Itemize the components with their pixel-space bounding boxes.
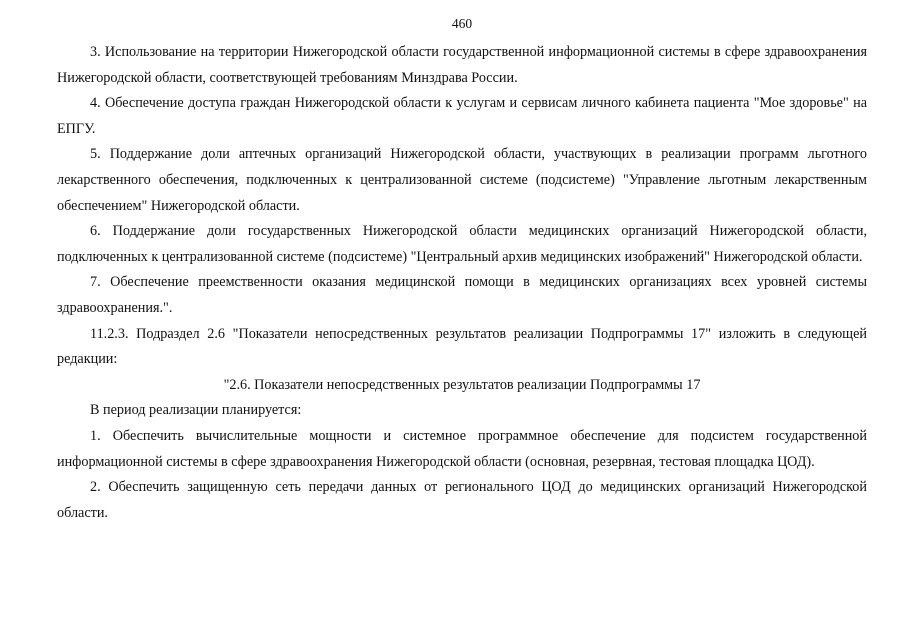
paragraph-item-7: 7. Обеспечение преемственности оказания медицинской помощи в медицинских организациях всех уровней системы здравоохранения.". [57,274,867,316]
paragraph-item-4: 4. Обеспечение доступа граждан Нижегородской области к услугам и сервисам личного кабинета пациента "Мое здоровье" на ЕПГУ. [57,95,867,137]
planned-item-1: 1. Обеспечить вычислительные мощности и системное программное обеспечение для подсистем государственной информационной системы в сфере здравоохранения Нижегородской области (основная, резервная, тестовая площадка ЦОД). [57,427,867,470]
paragraph-planned-intro: В период реализации планируется: [90,402,302,419]
paragraph-item-5: 5. Поддержание доли аптечных организаций Нижегородской области, участвующих в реализации программ льготного лекарственного обеспечения, подключенных к централизованной системе (подсистеме) "Управление льготным лекарственным обеспечением" Нижегородской области. [57,146,867,214]
document-page [57,14,867,526]
page-number: 460 [451,16,473,31]
paragraph-item-3: 3. Использование на территории Нижегородской области государственной информационной системы в сфере здравоохранения Нижегородской области, соответствующей требованиям Минздрава России. [57,44,867,86]
section-heading-2-6: "2.6. Показатели непосредственных результатов реализации Подпрограммы 17 [223,376,701,393]
paragraph-amendment-11-2-3: 11.2.3. Подраздел 2.6 "Показатели непосредственных результатов реализации Подпрограммы 17" изложить в следующей редакции: [57,325,867,368]
paragraph-item-6: 6. Поддержание доли государственных Нижегородской области медицинских организаций Нижегородской области, подключенных к централизованной системе (подсистеме) "Центральный архив медицинских изображений" Нижегородской области. [57,223,867,265]
planned-item-2: 2. Обеспечить защищенную сеть передачи данных от регионального ЦОД до медицинских организаций Нижегородской области. [57,479,867,521]
